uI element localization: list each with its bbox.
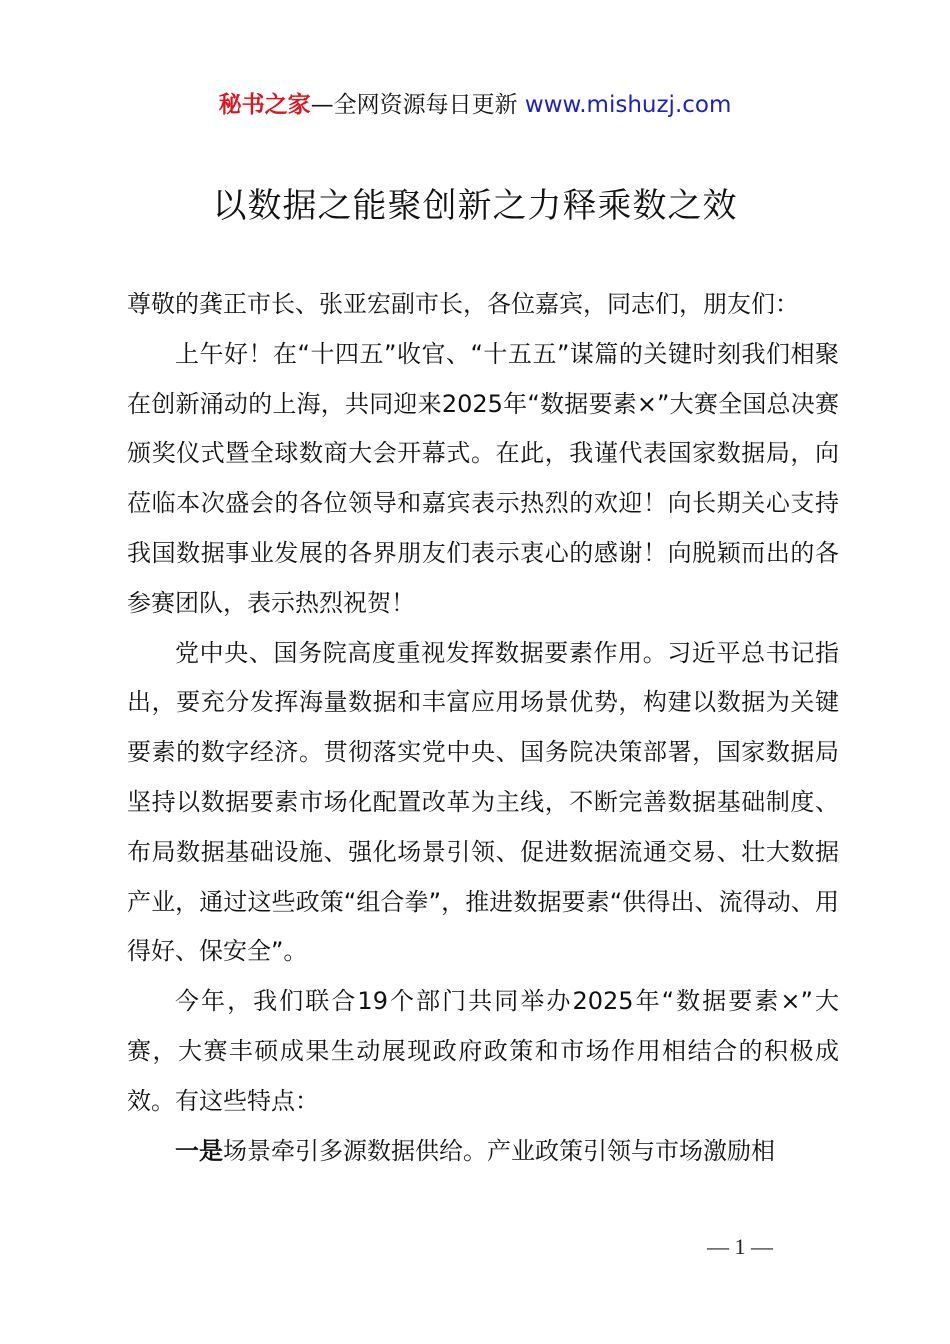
document-body bbox=[127, 280, 839, 1176]
feature-one-lead: 一是 bbox=[175, 1136, 223, 1165]
page-number: — 1 — bbox=[707, 1234, 773, 1259]
paragraph-feature-one bbox=[127, 1127, 839, 1177]
site-tagline: —全网资源每日更新 bbox=[310, 92, 525, 118]
document-title: 以数据之能聚创新之力释乘数之效 bbox=[212, 186, 738, 226]
paragraph-policy: 党中央、国务院高度重视发挥数据要素作用。习近平总书记指出，要充分发挥海量数据和丰富应用场景优势，构建以数据为关键要素的数字经济。贯彻落实党中央、国务院决策部署，国家数据局坚持以数据要素市场化配置改革为主线，不断完善数据基础制度、布局数据基础设施、强化场景引领、促进数据流通交易、壮大数据产业，通过这些政策“组合拳”，推进数据要素“供得出、流得动、用得好、保安全”。 bbox=[127, 638, 839, 966]
feature-one-text: 场景牵引多源数据供给。产业政策引领与市场激励相 bbox=[223, 1136, 775, 1165]
paragraph-greeting: 上午好！在“十四五”收官、“十五五”谋篇的关键时刻我们相聚在创新涌动的上海，共同迎来2025年“数据要素×”大赛全国总决赛颁奖仪式暨全球数商大会开幕式。在此，我谨代表国家数据局，向莅临本次盛会的各位领导和嘉宾表示热烈的欢迎！向长期关心支持我国数据事业发展的各界朋友们表示衷心的感谢！向脱颖而出的各参赛团队，表示热烈祝贺！ bbox=[127, 339, 839, 617]
paragraph-competition: 今年，我们联合19个部门共同举办2025年“数据要素×”大赛，大赛丰硕成果生动展现政府政策和市场作用相结合的积极成效。有这些特点： bbox=[127, 987, 839, 1115]
salutation: 尊敬的龚正市长、张亚宏副市长，各位嘉宾，同志们，朋友们： bbox=[127, 290, 799, 318]
site-brand: 秘书之家 bbox=[218, 92, 311, 118]
site-url-link[interactable]: www.mishuzj.com bbox=[524, 92, 732, 118]
site-header bbox=[0, 88, 950, 122]
